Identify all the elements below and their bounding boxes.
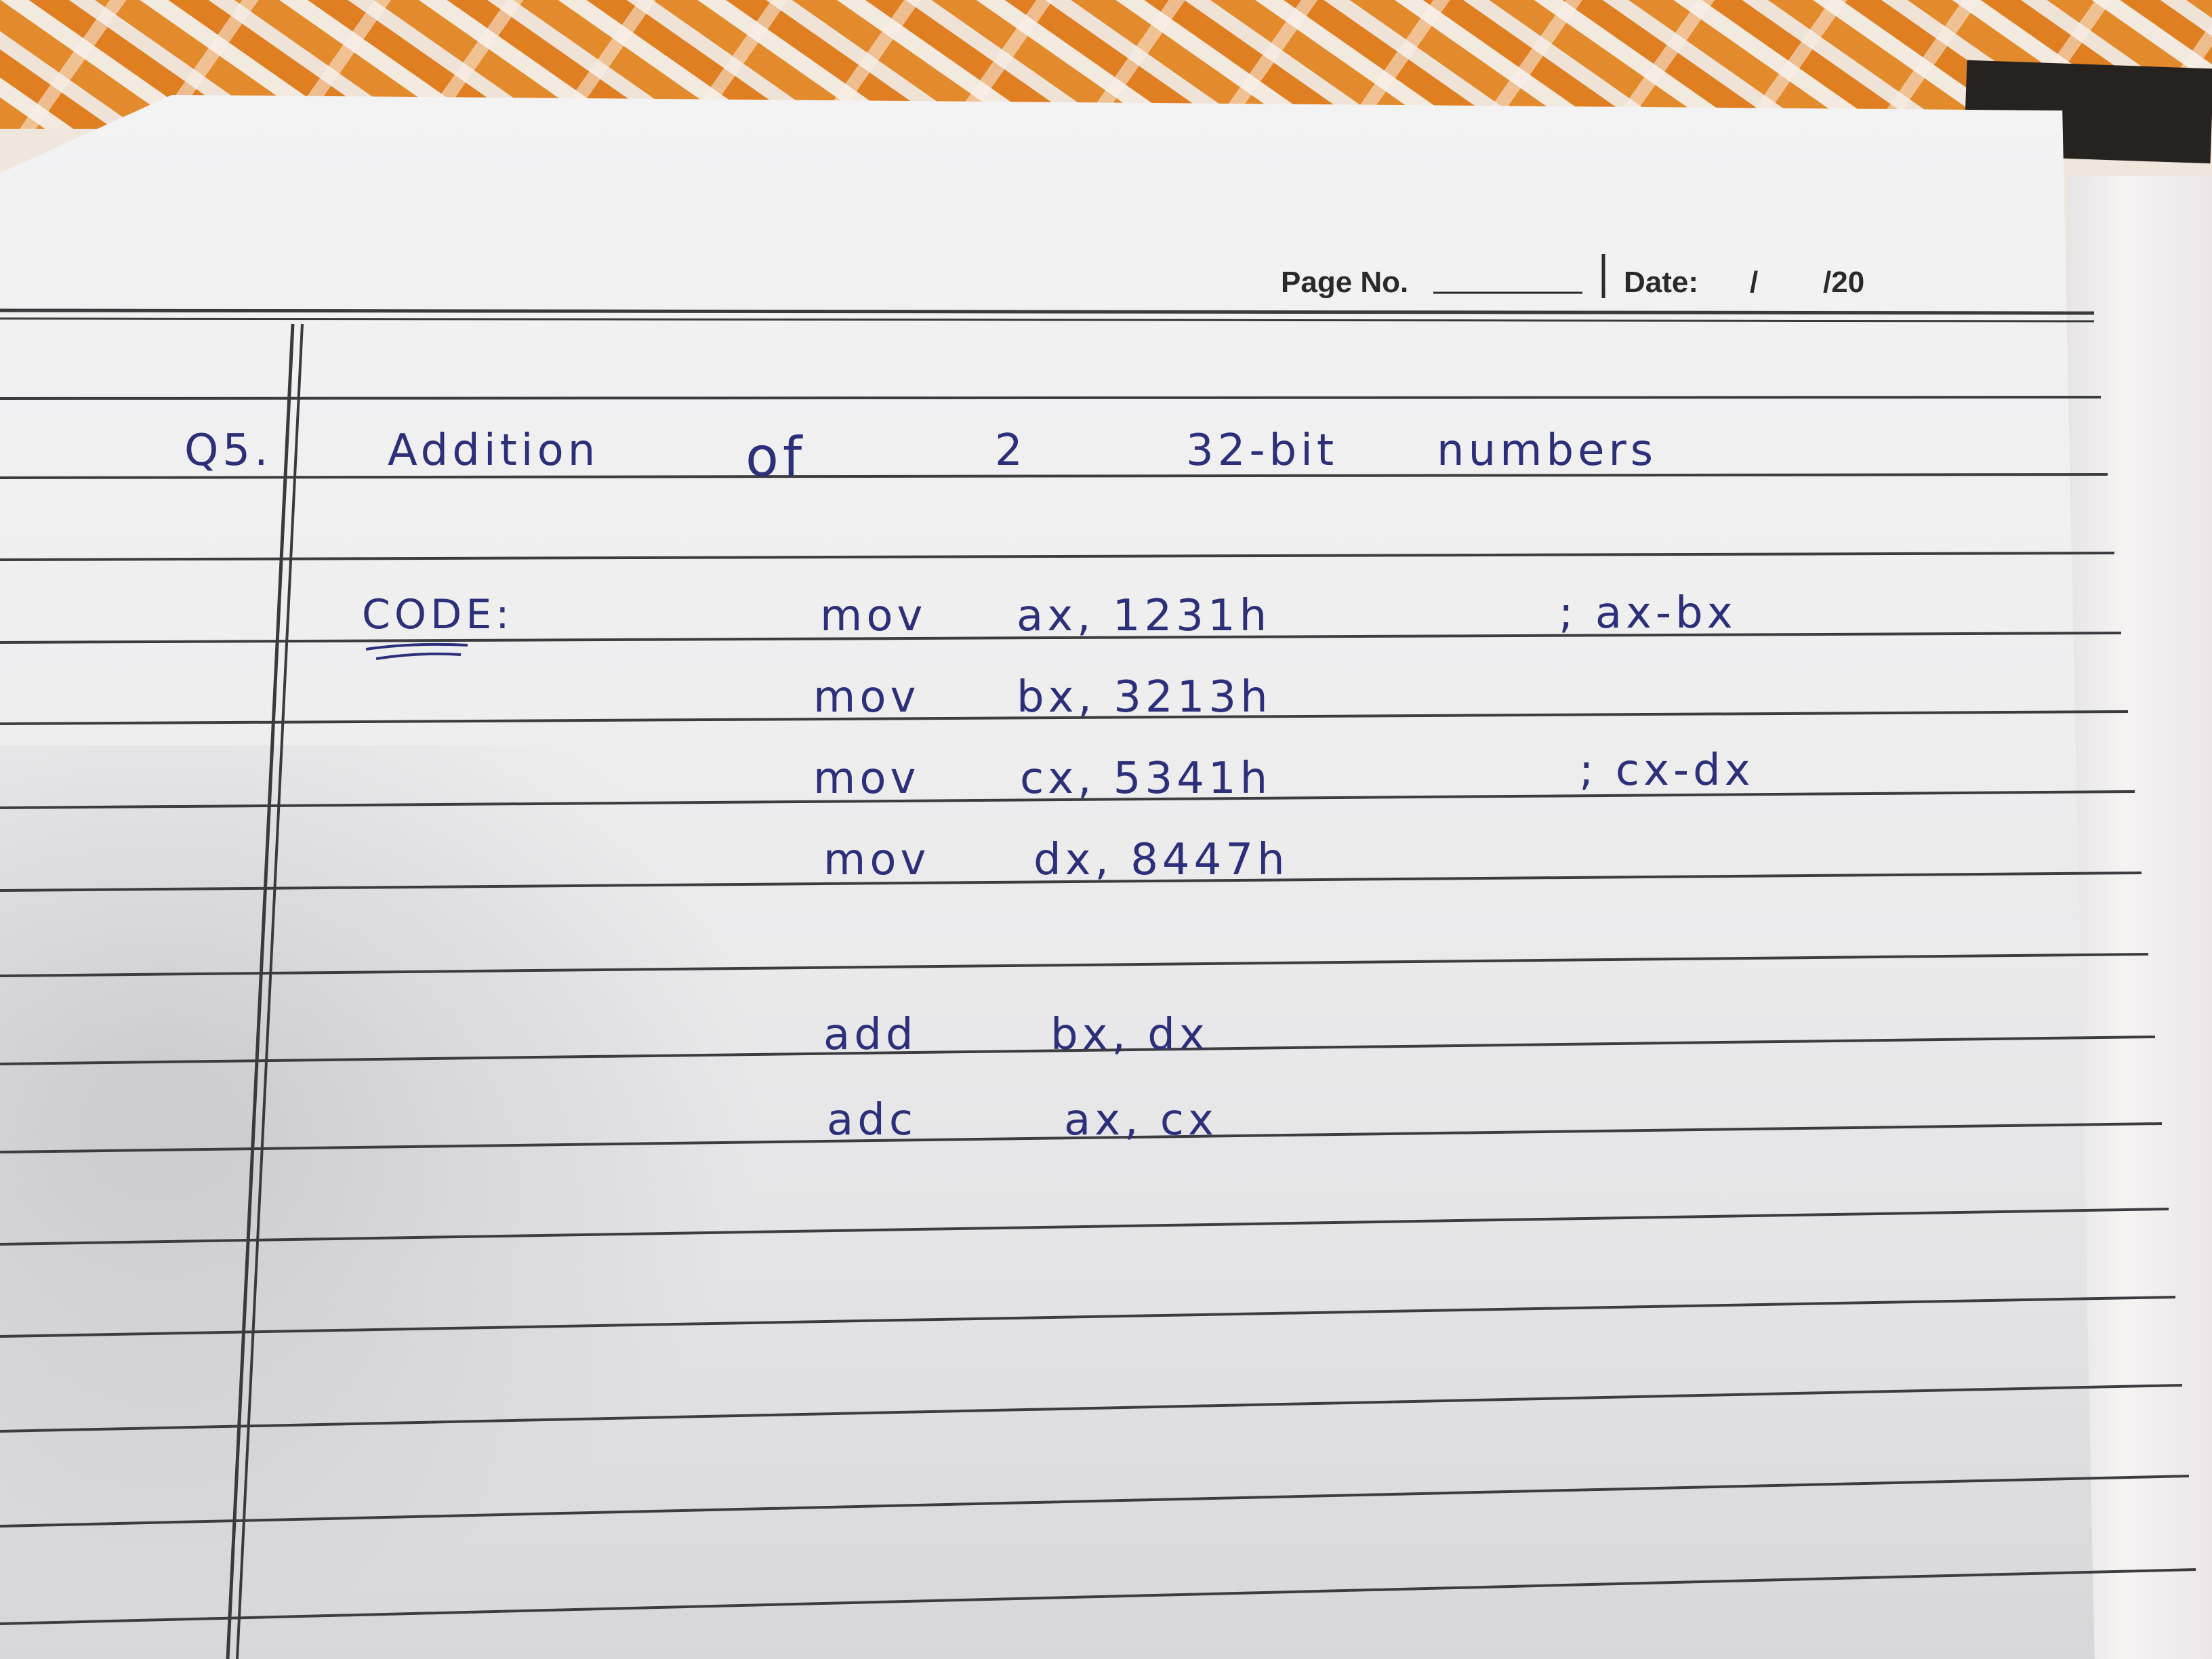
ruled-line	[0, 1476, 2189, 1526]
ruled-line	[0, 1297, 2175, 1336]
title-word: 2	[995, 426, 1027, 476]
ruled-line	[0, 1385, 2182, 1431]
question-number: Q5.	[184, 426, 272, 476]
title-word: of	[745, 426, 806, 489]
code-underline-2	[376, 654, 461, 659]
code-args: dx, 8447h	[1033, 835, 1289, 885]
code-op: mov	[813, 754, 920, 804]
date-label: Date:	[1624, 266, 1699, 299]
code-op: mov	[820, 591, 927, 641]
code-args: cx, 5341h	[1020, 754, 1272, 804]
code-args: ax, 1231h	[1017, 591, 1271, 641]
margin-line	[228, 324, 293, 1659]
date-year: /20	[1823, 266, 1865, 299]
ruled-line	[0, 1209, 2169, 1244]
header-rule-thin	[0, 319, 2094, 321]
code-comment: ; cx-dx	[1579, 745, 1755, 796]
header-rule	[0, 310, 2094, 313]
ruled-line	[0, 954, 2148, 976]
title-word: 32-bit	[1186, 426, 1338, 476]
code-args: ax, cx	[1064, 1095, 1218, 1145]
code-comment: ; ax-bx	[1559, 588, 1737, 638]
code-label: CODE:	[362, 591, 514, 638]
code-underline	[366, 644, 468, 649]
code-op: adc	[827, 1095, 918, 1145]
page-no-label: Page No.	[1281, 266, 1409, 299]
code-args: bx, 3213h	[1017, 672, 1272, 722]
ruled-line	[0, 553, 2114, 560]
ruled-line	[0, 397, 2101, 398]
code-op: mov	[823, 835, 930, 885]
title-word: numbers	[1437, 426, 1658, 476]
code-op: mov	[813, 672, 920, 722]
title-word: Addition	[388, 426, 600, 476]
ruled-line	[0, 474, 2108, 478]
code-op: add	[823, 1010, 918, 1060]
date-separator: /	[1750, 266, 1759, 299]
margin-line-inner	[237, 324, 302, 1659]
code-args: bx, dx	[1050, 1010, 1209, 1060]
ruled-line	[0, 1570, 2196, 1624]
